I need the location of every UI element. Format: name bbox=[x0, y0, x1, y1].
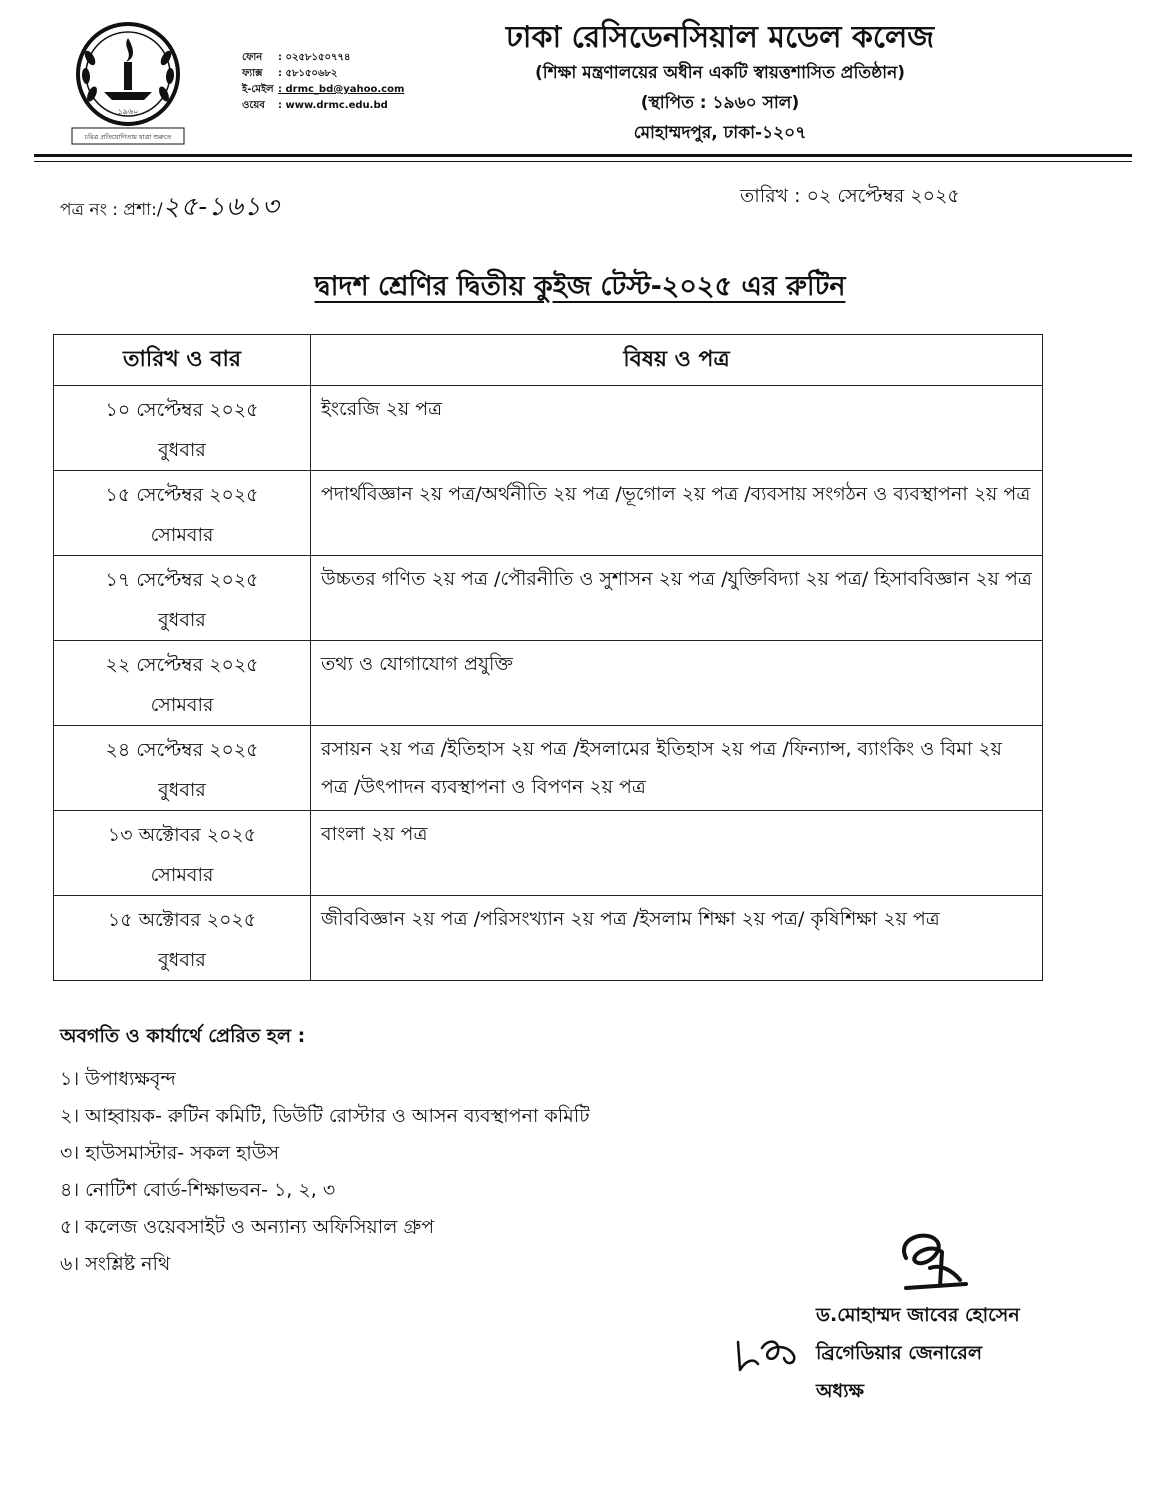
list-item: ৩। হাউসমাস্টার- সকল হাউস bbox=[60, 1142, 280, 1164]
memo-handwritten-number: ২৫-১৬১৩ bbox=[162, 192, 280, 222]
table-row bbox=[54, 471, 1043, 556]
college-name: ঢাকা রেসিডেনসিয়াল মডেল কলেজ bbox=[505, 20, 935, 55]
logo-year: ১৯৬০ bbox=[117, 107, 139, 116]
header-rule-thick bbox=[34, 154, 1132, 157]
routine-table bbox=[53, 334, 1043, 981]
initials-mark bbox=[728, 1330, 808, 1380]
header-rule-thin bbox=[34, 161, 1132, 162]
list-item: ৫। কলেজ ওয়েবসাইট ও অন্যান্য অফিসিয়াল গ্রুপ bbox=[60, 1216, 435, 1238]
header-date-day: তারিখ ও বার bbox=[54, 335, 311, 386]
contact-fax: ফ্যাক্স : ৫৮১৫০৬৮২ bbox=[242, 68, 338, 79]
row-day: বুধবার bbox=[158, 779, 206, 801]
row-day: সোমবার bbox=[150, 524, 214, 546]
row-date-cell bbox=[54, 726, 311, 811]
contact-email[interactable]: ই-মেইল : drmc_bd@yahoo.com bbox=[242, 84, 405, 95]
signatory-name: ড.মোহাম্মদ জাবের হোসেন bbox=[816, 1304, 1020, 1326]
contact-phone: ফোন : ০২৫৮১৫০৭৭৪ bbox=[242, 52, 351, 63]
signature-mark bbox=[886, 1228, 976, 1298]
row-day: বুধবার bbox=[158, 439, 206, 461]
row-date-cell bbox=[54, 896, 311, 981]
row-subjects: তথ্য ও যোগাযোগ প্রযুক্তি bbox=[311, 641, 1043, 726]
row-date-cell bbox=[54, 556, 311, 641]
signatory-designation: অধ্যক্ষ bbox=[816, 1380, 865, 1402]
table-row bbox=[54, 641, 1043, 726]
row-date: ২৪ সেপ্টেম্বর ২০২৫ bbox=[105, 739, 259, 761]
list-item: ৬। সংশ্লিষ্ট নথি bbox=[60, 1253, 171, 1275]
table-row bbox=[54, 556, 1043, 641]
distribution-list bbox=[60, 1018, 590, 1283]
row-date-cell bbox=[54, 641, 311, 726]
logo-motto: চরিত্র প্রতিযোগিতায় যাত্রা শুরুতে bbox=[84, 133, 172, 141]
row-date: ১৩ অক্টোবর ২০২৫ bbox=[107, 824, 257, 846]
distribution-heading: অবগতি ও কার্যার্থে প্রেরিত হল : bbox=[60, 1025, 306, 1047]
contact-web[interactable]: ওয়েব : www.drmc.edu.bd bbox=[242, 100, 388, 111]
signatory-block bbox=[816, 1296, 1020, 1410]
row-date-cell bbox=[54, 471, 311, 556]
row-date: ১৫ সেপ্টেম্বর ২০২৫ bbox=[105, 484, 259, 506]
college-header bbox=[440, 18, 1000, 148]
row-subjects: রসায়ন ২য় পত্র /ইতিহাস ২য় পত্র /ইসলামের ইতিহাস ২য় পত্র /ফিন্যান্স, ব্যাংকিং ও বিমা ২য় পত্র /উৎপাদন ব্যবস্থাপনা ও বিপণন ২য় পত্র bbox=[311, 726, 1043, 811]
table-row bbox=[54, 811, 1043, 896]
issue-date: তারিখ : ০২ সেপ্টেম্বর ২০২৫ bbox=[740, 185, 960, 207]
row-date: ১৭ সেপ্টেম্বর ২০২৫ bbox=[105, 569, 259, 591]
row-subjects: জীববিজ্ঞান ২য় পত্র /পরিসংখ্যান ২য় পত্র /ইসলাম শিক্ষা ২য় পত্র/ কৃষিশিক্ষা ২য় পত্র bbox=[311, 896, 1043, 981]
memo-number bbox=[60, 186, 280, 230]
row-subjects: ইংরেজি ২য় পত্র bbox=[311, 386, 1043, 471]
row-date: ১০ সেপ্টেম্বর ২০২৫ bbox=[105, 399, 259, 421]
list-item: ৪। নোটিশ বোর্ড-শিক্ষাভবন- ১, ২, ৩ bbox=[60, 1179, 336, 1201]
table-row bbox=[54, 896, 1043, 981]
row-subjects: পদার্থবিজ্ঞান ২য় পত্র/অর্থনীতি ২য় পত্র /ভূগোল ২য় পত্র /ব্যবসায় সংগঠন ও ব্যবস্থাপনা ২য় পত্র bbox=[311, 471, 1043, 556]
table-row bbox=[54, 726, 1043, 811]
college-subtitle: (শিক্ষা মন্ত্রণালয়ের অধীন একটি স্বায়ত্তশাসিত প্রতিষ্ঠান) bbox=[534, 63, 906, 83]
row-day: সোমবার bbox=[150, 694, 214, 716]
college-established: (স্থাপিত : ১৯৬০ সাল) bbox=[640, 93, 800, 113]
college-address: মোহাম্মদপুর, ঢাকা-১২০৭ bbox=[633, 123, 807, 143]
contact-info bbox=[242, 50, 404, 114]
row-date: ১৫ অক্টোবর ২০২৫ bbox=[107, 909, 257, 931]
college-logo bbox=[64, 18, 192, 148]
row-day: বুধবার bbox=[158, 949, 206, 971]
row-date-cell bbox=[54, 386, 311, 471]
page-title: দ্বাদশ শ্রেণির দ্বিতীয় কুইজ টেস্ট-২০২৫ এর রুটিন bbox=[314, 271, 846, 302]
row-subjects: উচ্চতর গণিত ২য় পত্র /পৌরনীতি ও সুশাসন ২য় পত্র /যুক্তিবিদ্যা ২য় পত্র/ হিসাববিজ্ঞান ২য় পত্র bbox=[311, 556, 1043, 641]
table-row bbox=[54, 386, 1043, 471]
signatory-rank: ব্রিগেডিয়ার জেনারেল bbox=[816, 1342, 983, 1364]
table-header-row bbox=[54, 335, 1043, 386]
row-day: সোমবার bbox=[150, 864, 214, 886]
list-item: ১। উপাধ্যক্ষবৃন্দ bbox=[60, 1068, 176, 1090]
memo-label: পত্র নং : প্রশা:/ bbox=[60, 200, 163, 220]
row-date: ২২ সেপ্টেম্বর ২০২৫ bbox=[105, 654, 259, 676]
list-item: ২। আহ্বায়ক- রুটিন কমিটি, ডিউটি রোস্টার ও আসন ব্যবস্থাপনা কমিটি bbox=[60, 1105, 590, 1127]
row-subjects: বাংলা ২য় পত্র bbox=[311, 811, 1043, 896]
row-day: বুধবার bbox=[158, 609, 206, 631]
row-date-cell bbox=[54, 811, 311, 896]
header-subject: বিষয় ও পত্র bbox=[311, 335, 1043, 386]
